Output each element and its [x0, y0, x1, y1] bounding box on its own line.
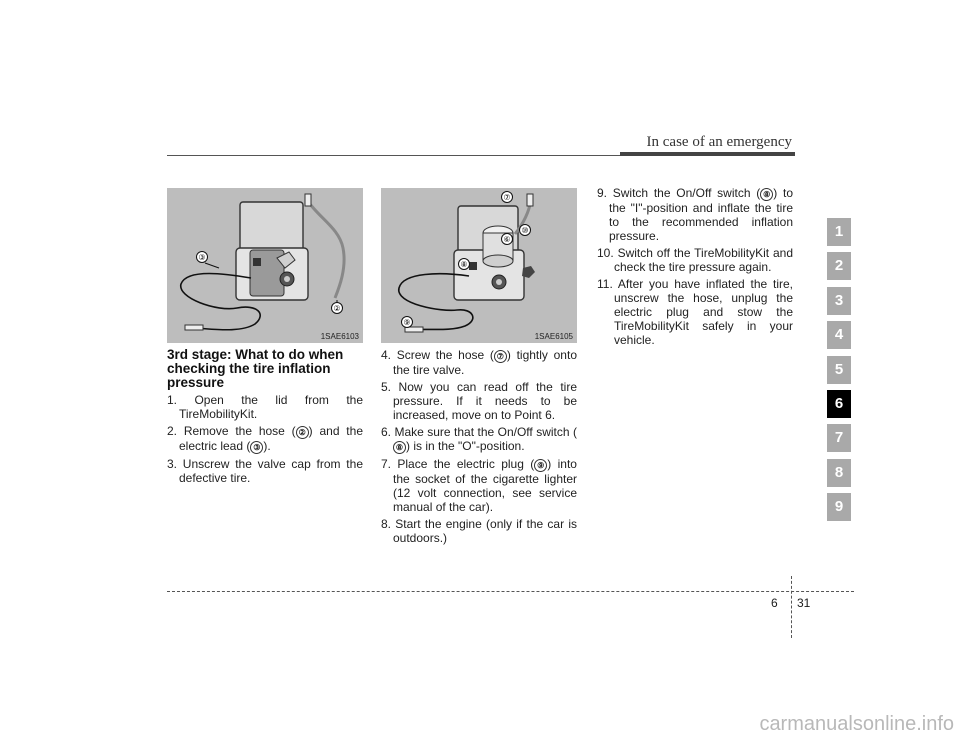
step-6	[381, 425, 577, 454]
section-heading: 3rd stage: What to do when checking the tire inflation pressure	[167, 347, 344, 390]
callout-ref: ⑦	[494, 350, 507, 363]
column-3	[597, 186, 793, 350]
chapter-tab-9[interactable]: 9	[827, 493, 851, 521]
step-text: 6. Make sure that the On/Off switch (	[381, 425, 577, 439]
callout-3: ③	[198, 253, 206, 262]
step-text: 2. Remove the hose (	[167, 424, 296, 438]
header-rule-thick	[620, 152, 795, 156]
callout-ref: ⑨	[534, 459, 547, 472]
chapter-tab-2[interactable]: 2	[827, 252, 851, 280]
step-text: ).	[263, 439, 271, 453]
step-text: ) is in the "O"-position.	[406, 439, 525, 453]
section-title: In case of an emergency	[646, 134, 792, 150]
step-text: 4. Screw the hose (	[381, 348, 494, 362]
step-text: 1. Open the lid from the TireMobilityKit.	[167, 393, 363, 421]
figure-code: 1SAE6103	[320, 332, 359, 341]
step-5	[381, 380, 577, 422]
footer-rule	[167, 591, 854, 592]
step-2	[167, 424, 363, 454]
step-text: ) to the "I"-position and inflate the tire to the recommended inflation pressure.	[609, 186, 794, 243]
step-3	[167, 457, 363, 485]
figure-1	[167, 188, 363, 343]
watermark: carmanualsonline.info	[759, 713, 954, 735]
callout-ref: ②	[296, 426, 309, 439]
step-text: 3. Unscrew the valve cap from the defective tire.	[167, 457, 363, 485]
callout-10: ⑩	[521, 226, 529, 235]
chapter-tab-5[interactable]: 5	[827, 356, 851, 384]
callout-9: ⑨	[403, 318, 411, 327]
callout-2: ②	[333, 304, 341, 313]
step-11	[597, 277, 793, 347]
figure-code: 1SAE6105	[534, 332, 573, 341]
callout-ref: ⑧	[760, 188, 773, 201]
callout-ref: ③	[250, 441, 263, 454]
chapter-tab-7[interactable]: 7	[827, 424, 851, 452]
figure-2-illustration	[381, 188, 577, 343]
figure-2	[381, 188, 577, 343]
step-9	[597, 186, 793, 243]
step-text: 7. Place the electric plug (	[381, 457, 535, 471]
chapter-tab-4[interactable]: 4	[827, 321, 851, 349]
step-text: 8. Start the engine (only if the car is outdoors.)	[381, 517, 577, 545]
step-4	[381, 348, 577, 377]
callout-6: ⑥	[503, 235, 511, 244]
footer-page-number: 31	[797, 596, 811, 610]
step-text: 11. After you have inflated the tire, unscrew the hose, unplug the electric plug and stow the TireMobilityKit safely in your vehicle.	[597, 277, 793, 347]
step-text: 9. Switch the On/Off switch (	[597, 186, 761, 200]
callout-ref: ⑧	[393, 441, 406, 454]
step-1	[167, 393, 363, 421]
footer-separator	[791, 576, 792, 638]
step-7	[381, 457, 577, 514]
step-10	[597, 246, 793, 274]
column-1	[167, 348, 363, 488]
step-text: ) and the electric lead (	[179, 424, 363, 453]
chapter-tab-8[interactable]: 8	[827, 459, 851, 487]
step-8	[381, 517, 577, 545]
chapter-tabs	[827, 218, 851, 528]
step-text: 10. Switch off the TireMobilityKit and check the tire pressure again.	[597, 246, 793, 274]
callout-8: ⑧	[460, 260, 468, 269]
column-2	[381, 348, 577, 548]
chapter-tab-3[interactable]: 3	[827, 287, 851, 315]
chapter-tab-6[interactable]: 6	[827, 390, 851, 418]
footer-chapter-number: 6	[771, 596, 778, 610]
step-text: ) into the socket of the cigarette lighter (12 volt connection, see service manual of the car).	[393, 457, 577, 514]
figure-1-illustration	[167, 188, 363, 343]
chapter-tab-1[interactable]: 1	[827, 218, 851, 246]
callout-7: ⑦	[503, 193, 511, 202]
step-text: 5. Now you can read off the tire pressure. If it needs to be increased, move on to Point 6.	[381, 380, 577, 422]
step-text: ) tightly onto the tire valve.	[393, 348, 577, 377]
